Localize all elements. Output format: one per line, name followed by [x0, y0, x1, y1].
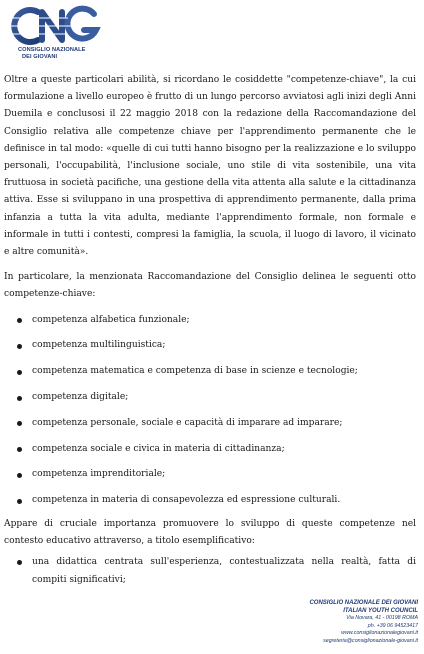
list-item-text: una didattica centrata sull'esperienza, contestualizzata nella realtà, fatta di compiti significativi; — [32, 557, 416, 585]
bullet-icon — [17, 473, 22, 478]
paragraph-examples-intro: Appare di cruciale importanza promuovere lo sviluppo di queste competenze nel contesto educativo attraverso, a titolo esemplificativo: — [4, 519, 416, 547]
list-item — [4, 308, 416, 334]
footer-org-name: CONSIGLIO NAZIONALE DEI GIOVANI — [309, 600, 418, 606]
list-item-text: competenza in materia di consapevolezza ed espressione culturali. — [32, 495, 341, 506]
examples-list — [4, 554, 416, 588]
cng-logo-mark — [8, 4, 118, 48]
list-item-text: competenza imprenditoriale; — [32, 469, 166, 480]
list-item-text: competenza digitale; — [32, 392, 129, 403]
list-item-text: competenza alfabetica funzionale; — [32, 314, 190, 325]
list-item-text: competenza multilinguistica; — [32, 340, 166, 351]
bullet-icon — [17, 396, 22, 401]
logo-org-name — [18, 47, 85, 60]
list-item — [4, 411, 416, 437]
bullet-icon — [17, 499, 22, 504]
list-item — [4, 359, 416, 385]
list-item — [4, 554, 416, 588]
bullet-icon — [17, 318, 22, 323]
list-item — [4, 462, 416, 488]
competences-list — [4, 308, 416, 514]
list-item — [4, 437, 416, 463]
cng-logo — [8, 4, 118, 62]
list-item — [4, 333, 416, 359]
list-item — [4, 488, 416, 514]
footer-website: www.consiglionazionalegiovani.it — [341, 630, 418, 637]
bullet-icon — [17, 370, 22, 375]
list-item-text: competenza sociale e civica in materia di cittadinanza; — [32, 443, 285, 454]
bullet-icon — [17, 447, 22, 452]
footer-org-english: ITALIAN YOUTH COUNCIL — [343, 607, 418, 614]
list-item-text: competenza personale, sociale e capacità di imparare ad imparare; — [32, 417, 343, 428]
footer-contact — [218, 600, 418, 646]
list-item-text: competenza matematica e competenza di base in scienze e tecnologie; — [32, 366, 358, 377]
footer-phone: ph. +39 06 94523417 — [367, 622, 418, 629]
paragraph-intro: Oltre a queste particolari abilità, si ricordano le cosiddette "competenze-chiave", la cui formulazione a livello europeo è frutto di un lungo percorso avviatosi agli inizi degli Anni Duemila e conclusosi il 22 maggio 2018 con la redazione della Raccomandazione del Consiglio relativa alle competenze chiave per l'apprendimento permanente che le definisce in tal modo: «quelle di cui tutti hanno bisogno per la realizzazione e lo sviluppo personali, l'occupabilità, l'inclusione sociale, uno stile di vita sostenibile, una vita fruttuosa in società pacifiche, una gestione della vita attenta alla salute e la cittadinanza attiva. Esse si sviluppano in una prospettiva di apprendimento permanente, dalla prima infanzia a tutta la vita adulta, mediante l'apprendimento formale, non formale e informale in tutti i contesti, compresi la famiglia, la scuola, il luogo di lavoro, il vicinato e altre comunità». — [4, 75, 416, 258]
logo-org-line2: DEI GIOVANI — [22, 53, 58, 60]
bullet-icon — [17, 344, 22, 349]
logo-org-line1: CONSIGLIO NAZIONALE — [18, 47, 86, 53]
bullet-icon — [17, 421, 22, 426]
list-item — [4, 385, 416, 411]
bullet-icon — [17, 560, 22, 565]
footer-address: Via Novara, 41 - 00198 ROMA — [346, 615, 418, 622]
paragraph-list-intro: In particolare, la menzionata Raccomandazione del Consiglio delinea le seguenti otto competenze-chiave: — [4, 272, 416, 300]
footer-email: segreteria@consiglionazionale-giovani.it — [323, 637, 418, 644]
document-body — [4, 72, 416, 589]
